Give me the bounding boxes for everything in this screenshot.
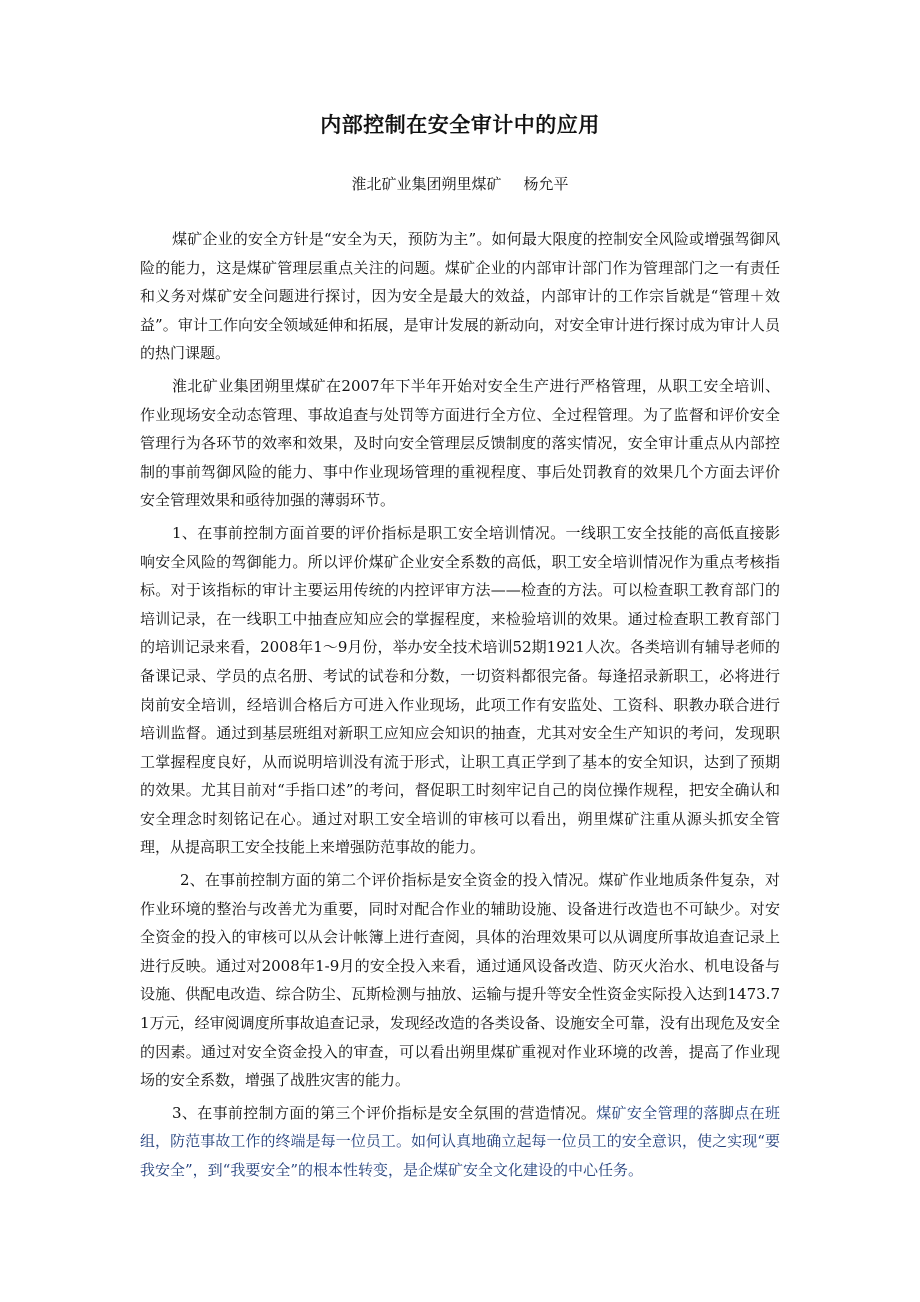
paragraph-point-3-lead: 3、在事前控制方面的第三个评价指标是安全氛围的营造情况。 [172,1103,597,1122]
author-name: 杨允平 [523,175,569,193]
document-byline [0,172,920,196]
paragraph-point-3-body: 煤矿安全管理的落脚点在班组，防范事故工作的终端是每一位员工。如何认真地确立起每一位员工的安全意识，使之实现“要我安全”，到“我要安全”的根本性转变，是企煤矿安全文化建设的中心任务。 [140,1103,780,1179]
paragraph-intro: 煤矿企业的安全方针是“安全为天，预防为主”。如何最大限度的控制安全风险或增强驾御风险的能力，这是煤矿管理层重点关注的问题。煤矿企业的内部审计部门作为管理部门之一有责任和义务对煤矿安全问题进行探讨，因为安全是最大的效益，内部审计的工作宗旨就是“管理＋效益”。审计工作向安全领域延伸和拓展，是审计发展的新动向，对安全审计进行探讨成为审计人员的热门课题。 [140,230,780,363]
document-title: 内部控制在安全审计中的应用 [320,113,600,137]
paragraph-point-1-training: 1、在事前控制方面首要的评价指标是职工安全培训情况。一线职工安全技能的高低直接影响安全风险的驾御能力。所以评价煤矿企业安全系数的高低，职工安全培训情况作为重点考核指标。对于该指标的审计主要运用传统的内控评审方法——检查的方法。可以检查职工教育部门的培训记录，在一线职工中抽查应知应会的掌握程度，来检验培训的效果。通过检查职工教育部门的培训记录来看，2008年1～9月份，举办安全技术培训52期1921人次。各类培训有辅导老师的备课记录、学员的点名册、考试的试卷和分数，一切资料都很完备。每逢招录新职工，必将进行岗前安全培训，经培训合格后方可进入作业现场，此项工作有安监处、工资科、职教办联合进行培训监督。通过到基层班组对新职工应知应会知识的抽查，尤其对安全生产知识的考问，发现职工掌握程度良好，从而说明培训没有流于形式，让职工真正学到了基本的安全知识，达到了预期的效果。尤其目前对“手指口述”的考问，督促职工时刻牢记自己的岗位操作规程，把安全确认和安全理念时刻铭记在心。通过对职工安全培训的审核可以看出，朔里煤矿注重从源头抓安全管理，从提高职工安全技能上来增强防范事故的能力。 [140,523,780,857]
paragraph-point-2-funding: 2、在事前控制方面的第二个评价指标是安全资金的投入情况。煤矿作业地质条件复杂，对作业环境的整治与改善尤为重要，同时对配合作业的辅助设施、设备进行改造也不可缺少。对安全资金的投入的审核可以从会计帐簿上进行查阅，具体的治理效果可以从调度所事故追查记录上进行反映。通过对2008年1-9月的安全投入来看，通过通风设备改造、防灭火治水、机电设备与设施、供配电改造、综合防尘、瓦斯检测与抽放、运输与提升等安全性资金实际投入达到1473.71万元，经审阅调度所事故追查记录，发现经改造的各类设备、设施安全可靠，没有出现危及安全的因素。通过对安全资金投入的审查，可以看出朔里煤矿重视对作业环境的改善，提高了作业现场的安全系数，增强了战胜灾害的能力。 [140,871,780,1090]
author-affiliation: 淮北矿业集团朔里煤矿 [351,175,502,193]
paragraph-background: 淮北矿业集团朔里煤矿在2007年下半年开始对安全生产进行严格管理，从职工安全培训、作业现场安全动态管理、事故追查与处罚等方面进行全方位、全过程管理。为了监督和评价安全管理行为各环节的效率和效果，及时向安全管理层反馈制度的落实情况，安全审计重点从内部控制的事前驾御风险的能力、事中作业现场管理的重视程度、事后处罚教育的效果几个方面去评价安全管理效果和亟待加强的薄弱环节。 [140,376,780,510]
paragraph-point-3-culture [140,1099,780,1185]
document-body [140,225,780,1189]
